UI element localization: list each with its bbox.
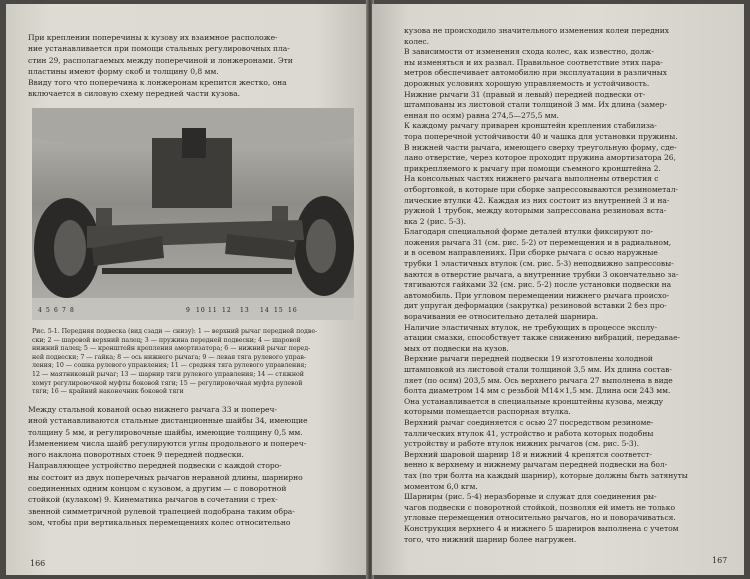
left-intro-paragraph: При креплении поперечины к кузову их взаимное расположе- ние устанавливается при помощи стальных регулировочных пла- стин 29, располагаемых между поперечиной и лонжеронами. Эти пластины имеют форму скоб и толщину 0,8 мм. Ввиду того что поперечина к лонжеронам крепится жестко, она включается в силовую схему передней части кузова. bbox=[28, 33, 293, 99]
callout-13: 13 bbox=[240, 307, 250, 314]
callout-6: 6 bbox=[54, 307, 59, 314]
left-page bbox=[6, 4, 369, 575]
callout-9: 9 bbox=[186, 307, 191, 314]
left-body-paragraphs: Между стальной кованой осью нижнего рычага 33 и попереч- иной устанавливаются стальные дистанционные шайбы 34, имеющие толщину 5 мм, и регулировочные шайбы, имеющие толщину 0,5 мм. Изменением числа шайб регулируются углы продольного и попереч- ного наклона поворотных стоек 9 передней подвески. Направляющее устройство передней подвески с каждой сторо- ны состоит из двух поперечных рычагов неравной длины, шарнирно соединенных одним концом с кузовом, а другим — с поворотной стойкой (кулаком) 9. Кинематика рычагов в сочетании с трех- звенной симметричной рулевой трапецией подобрана таким обра- зом, чтобы при вертикальных перемещениях колес относительно bbox=[28, 405, 308, 527]
callout-8: 8 bbox=[70, 307, 75, 314]
callout-7: 7 bbox=[62, 307, 67, 314]
suspension-illustration bbox=[32, 108, 354, 320]
callout-16: 16 bbox=[288, 307, 298, 314]
right-body-paragraphs: кузова не происходило значительного изменения колеи передних колес. В зависимости от изменения схода колес, как известно, долж- ны изменяться и их развал. Правильное соответствие этих пара- метров обеспечивает автомобилю при эксплуатации в различных дорожных условиях хорошую управляемость и устойчивость. Нижние рычаги 31 (правый и левый) передней подвески от- штампованы из листовой стали толщиной 3 мм. Их длина (замер- енная по осям) равна 274,5—275,5 мм. К каждому рычагу приварен кронштейн крепления стабилиза- тора поперечной устойчивости 40 и чашка для установки пружины. В нижней части рычага, имеющего сверху треугольную форму, сде- лано отверстие, через которое проходит пружина амортизатора 26, прикрепляемого к рычагу при помощи съемного кронштейна 2. На консольных частях нижнего рычага выполнены отверстия с отбортовкой, в которые при сборке запрессовываются резинометал- лические втулки 42. Каждая из них состоит из внутренней 3 и на- ружной 1 трубок, между которыми запрессована резиновая вста- вка 2 (рис. 5-3). Благодаря специальной форме деталей втулки фиксируют по- ложения рычага 31 (см. рис. 5-2) от перемещения и в радиальном, и в осевом направлениях. При сборке рычага с осью наружные трубки 1 эластичных втулок (см. рис. 5-3) неподвижно запрессовы- ваются в отверстие рычага, а внутренние трубки 3 окончательно за- тягиваются гайками 32 (см. рис. 5-2) после установки подвески на автомобиль. При угловом перемещении нижнего рычага происхо- дит упругая деформация (закрутка) резиновой вставки 2 без про- ворачивания ее относительно деталей шарнира. Наличие эластичных втулок, не требующих в процессе эксплу- атации смазки, способствует также снижению вибраций, передавае- мых от подвески на кузов. Верхние рычаги передней подвески 19 изготовлены холодной штамповкой из листовой стали толщиной 3,5 мм. Их длина состав- ляет (по осям) 203,5 мм. Ось верхнего рычага 27 выполнена в виде болта диаметром 14 мм с резьбой M14×1,5 мм. Длина оси 243 мм. Она устанавливается в специальные кронштейны кузова, между которыми помещается распорная втулка. Верхний рычаг соединяется с осью 27 посредством резиноме- таллических втулок 41, устройство и работа которых подобны устройству и работе втулок нижних рычагов (см. рис. 5-3). Верхний шаровой шарнир 18 и нижний 4 крепятся соответст- венно к верхнему и нижнему рычагам передней подвески на бол- тах (по три болта на каждый шарнир), которые должны быть затянуты моментом 6,0 кгм. Шарниры (рис. 5-4) неразборные и служат для соединения ры- чагов подвески с поворотной стойкой, позволяя ей иметь не только угловые перемещения относительно рычагов, но и поворачиваться. Конструкция верхнего 4 и нижнего 5 шарниров выполнена с учетом того, что нижний шарнир более нагружен. bbox=[404, 26, 688, 544]
callout-10: 10 bbox=[196, 307, 206, 314]
page-number-left: 166 bbox=[30, 559, 46, 568]
figure-caption: Рис. 5-1. Передняя подвеска (вид сзади — снизу): 1 — верхний рычаг передней подве- ски; 2 — шаровой верхний палец; 3 — пружина передней подвески; 4 — шаровой нижний палец; 5 — кронштейн крепления амортизатора; 6 — нижний рычаг перед- ней подвески; 7 — гайка; 8 — ось нижнего рычага; 9 — левая тяга рулевого управ- ления; 10 — сошка рулевого управления; 11 — средняя тяга рулевого управления; 12 — маятниковый рычаг; 13 — шарнир тяги рулевого управления; 14 — стяжной хомут регулировочной муфты боковой тяги; 15 — регулировочная муфта рулевой тяги; 16 — крайний наконечник боковой тяги bbox=[32, 328, 318, 396]
callout-4: 4 bbox=[38, 307, 43, 314]
callout-15: 15 bbox=[274, 307, 284, 314]
figure-callout-numbers bbox=[32, 307, 354, 317]
callout-11: 11 bbox=[208, 307, 218, 314]
callout-14: 14 bbox=[260, 307, 270, 314]
callout-12: 12 bbox=[222, 307, 232, 314]
page-number-right: 167 bbox=[712, 556, 728, 565]
right-page bbox=[372, 4, 744, 575]
callout-5: 5 bbox=[46, 307, 51, 314]
front-suspension-photo bbox=[32, 108, 354, 320]
